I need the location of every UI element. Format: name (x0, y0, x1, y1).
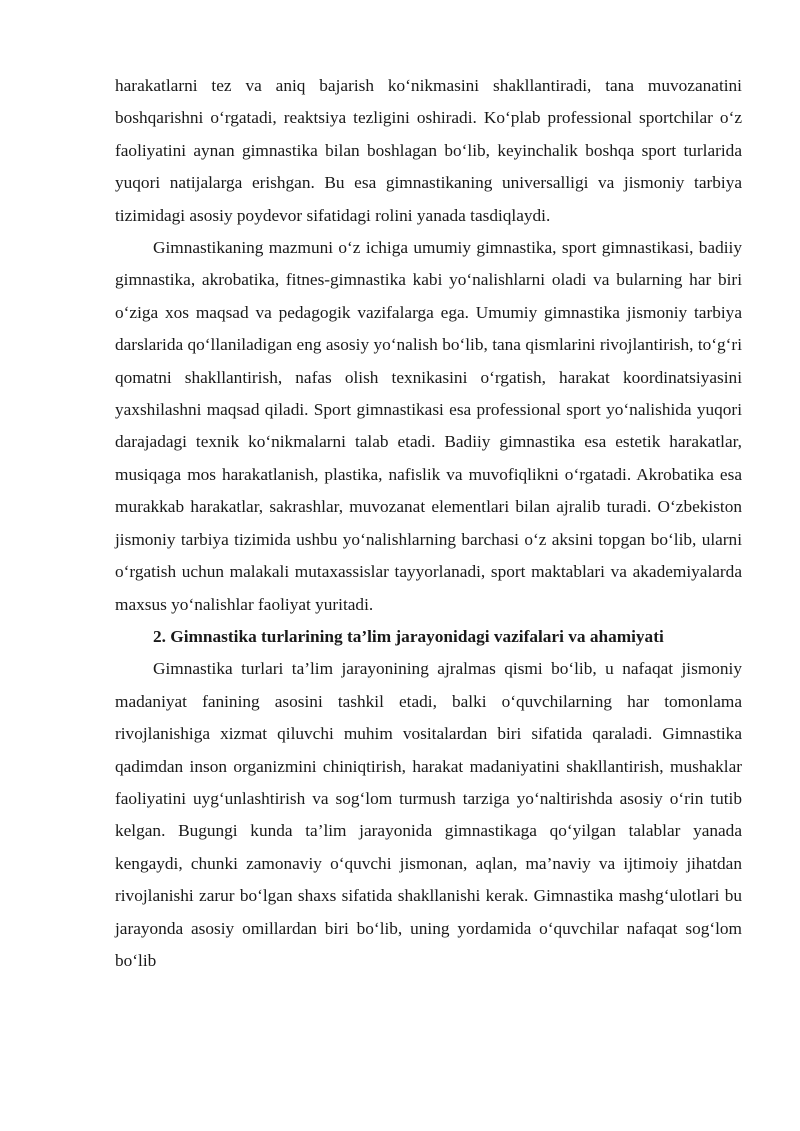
paragraph-gymnastics-content: Gimnastikaning mazmuni oʻz ichiga umumiy gimnastika, sport gimnastikasi, badiiy gimnastika, akrobatika, fitnes-gimnastika kabi yoʻnalishlarni oladi va bularning har biri oʻziga xos maqsad va pedagogik vazifalarga ega. Umumiy gimnastika jismoniy tarbiya darslarida qoʻllaniladigan eng asosiy yoʻnalish boʻlib, tana qismlarini rivojlantirish, toʻgʻri qomatni shakllantirish, nafas olish texnikasini oʻrgatish, harakat koordinatsiyasini yaxshilashni maqsad qiladi. Sport gimnastikasi esa professional sport yoʻnalishida yuqori darajadagi texnik koʻnikmalarni talab etadi. Badiiy gimnastika esa estetik harakatlar, musiqaga mos harakatlanish, plastika, nafislik va muvofiqlikni oʻrgatadi. Akrobatika esa murakkab harakatlar, sakrashlar, muvozanat elementlari bilan ajralib turadi. Oʻzbekiston jismoniy tarbiya tizimida ushbu yoʻnalishlarning barchasi oʻz aksini topgan boʻlib, ularni oʻrgatish uchun malakali mutaxassislar tayyorlanadi, sport maktablari va akademiyalarda maxsus yoʻnalishlar faoliyat yuritadi. (115, 238, 742, 614)
section-heading: 2. Gimnastika turlarining ta’lim jarayonidagi vazifalari va ahamiyati (153, 626, 664, 646)
paragraph-section-two: Gimnastika turlari ta’lim jarayonining ajralmas qismi boʻlib, u nafaqat jismoniy madaniyat fanining asosini tashkil etadi, balki oʻquvchilarning har tomonlama rivojlanishiga xizmat qiluvchi muhim vositalardan biri sifatida qaraladi. Gimnastika qadimdan inson organizmini chiniqtirish, harakat madaniyatini shakllantirish, mushaklar faoliyatini uygʻunlashtirish va sogʻlom turmush tarziga yoʻnaltirishda asosiy oʻrin tutib kelgan. Bugungi kunda ta’lim jarayonida gimnastikaga qoʻyilgan talablar yanada kengaydi, chunki zamonaviy oʻquvchi jismonan, aqlan, ma’naviy va ijtimoiy jihatdan rivojlanishi zarur boʻlgan shaxs sifatida shakllanishi kerak. Gimnastika mashgʻulotlari bu jarayonda asosiy omillardan biri boʻlib, uning yordamida oʻquvchilar nafaqat sogʻlom boʻlib (115, 659, 742, 970)
paragraph-continuation: harakatlarni tez va aniq bajarish koʻnikmasini shakllantiradi, tana muvozanatini boshqarishni oʻrgatadi, reaktsiya tezligini oshiradi. Koʻplab professional sportchilar oʻz faoliyatini aynan gimnastika bilan boshlagan boʻlib, keyinchalik boshqa sport turlarida yuqori natijalarga erishgan. Bu esa gimnastikaning universalligi va jismoniy tarbiya tizimidagi asosiy poydevor sifatidagi rolini yanada tasdiqlaydi. (115, 76, 742, 225)
document-body (115, 70, 742, 977)
